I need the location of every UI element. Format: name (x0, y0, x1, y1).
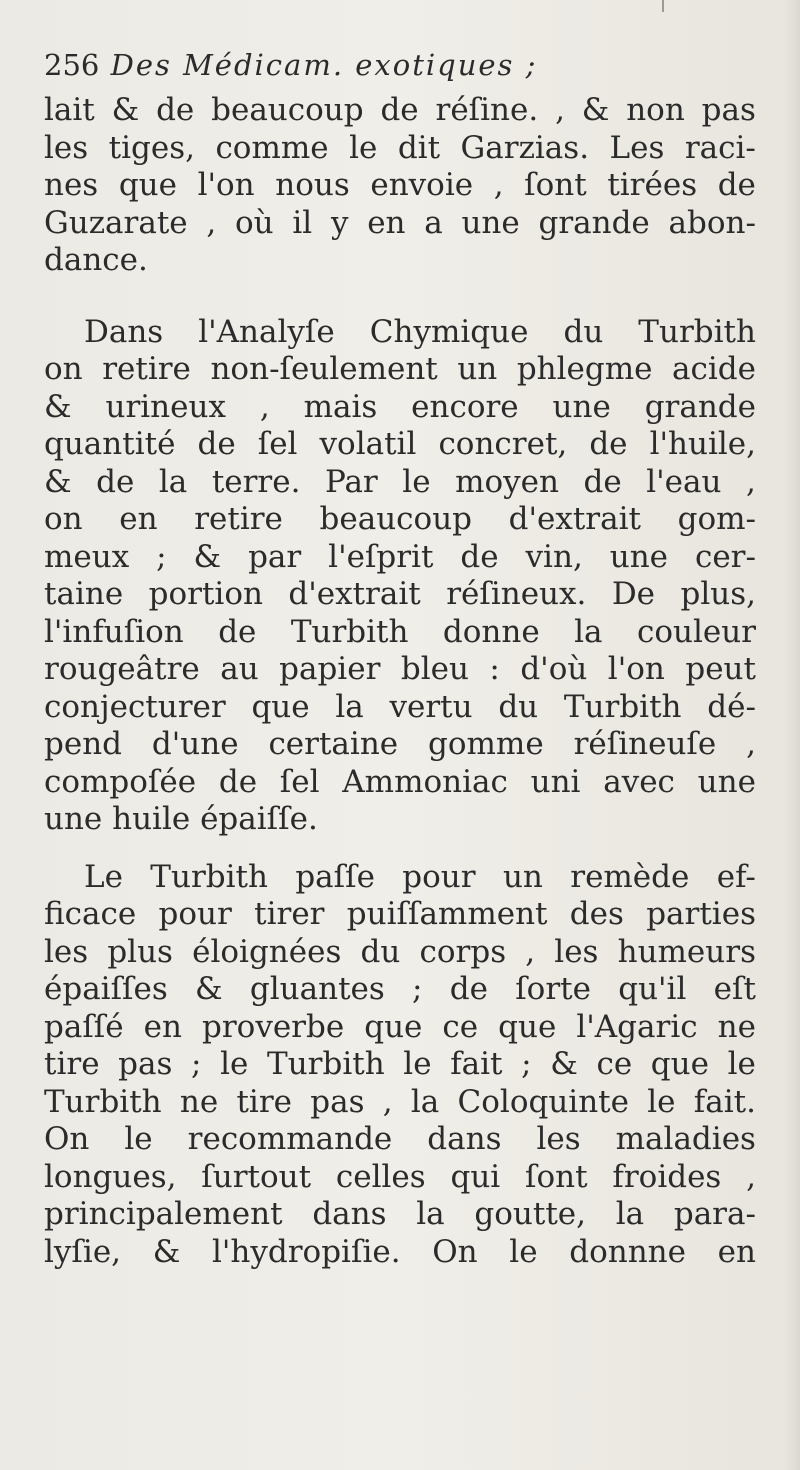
text-line: dance. (44, 242, 148, 278)
text-line: conjecturer que la vertu du Turbith dé- (44, 688, 756, 725)
text-line: rougeâtre au papier bleu : d'où l'on peut (44, 651, 756, 687)
text-line: ficace pour tirer puiſſamment des parties (44, 896, 756, 932)
text-line: principalement dans la goutte, la para- (44, 1196, 756, 1232)
text-line: longues, ſurtout celles qui ſont froides , (44, 1158, 756, 1195)
text-line: on en retire beaucoup d'extrait gom- (44, 501, 756, 537)
page-edge-mark (662, 0, 664, 12)
text-line: épaiſſes & gluantes ; de ſorte qu'il eſt (44, 971, 756, 1007)
running-title: Des Médicam. exotiques ; (110, 48, 538, 82)
text-line: Dans l'Analyſe Chymique du Turbith (84, 313, 756, 350)
text-line: lyſie, & l'hydropiſie. On le donnne en (44, 1233, 756, 1270)
text-line: Turbith ne tire pas , la Coloquinte le fait. (44, 1083, 756, 1120)
text-line: lait & de beaucoup de réſine. , & non pas (44, 92, 756, 128)
text-line: nes que l'on nous envoie , ſont tirées de (44, 167, 756, 203)
body-text (44, 92, 756, 1271)
paragraph (44, 314, 756, 839)
text-line: les plus éloignées du corps , les humeurs (44, 933, 756, 970)
paragraph (44, 92, 756, 280)
text-line: une huile épaiſſe. (44, 801, 318, 837)
text-line: On le recommande dans les maladies (44, 1121, 756, 1157)
text-line: & de la terre. Par le moyen de l'eau , (44, 463, 756, 500)
text-line: & urineux , mais encore une grande (44, 388, 756, 425)
text-line: quantité de ſel volatil concret, de l'huile, (44, 426, 756, 462)
text-line: taine portion d'extrait réſineux. De plus, (44, 576, 756, 612)
text-line: les tiges, comme le dit Garzias. Les raci- (44, 129, 756, 166)
text-line: tire pas ; le Turbith le fait ; & ce que le (44, 1046, 756, 1082)
text-line: pend d'une certaine gomme réſineuſe , (44, 726, 756, 762)
paragraph (44, 859, 756, 1272)
page-number: 256 (44, 48, 100, 82)
text-line: paſſé en proverbe que ce que l'Agaric ne (44, 1008, 756, 1045)
running-header (44, 48, 764, 82)
text-line: on retire non-ſeulement un phlegme acide (44, 351, 756, 387)
text-line: meux ; & par l'eſprit de vin, une cer- (44, 538, 756, 575)
text-line: compoſée de ſel Ammoniac uni avec une (44, 763, 756, 800)
text-line: Guzarate , où il y en a une grande abon- (44, 204, 756, 241)
page-edge-shadow (786, 0, 800, 1470)
text-line: Le Turbith paſſe pour un remède ef- (84, 858, 756, 895)
text-line: l'infuſion de Turbith donne la couleur (44, 613, 756, 650)
